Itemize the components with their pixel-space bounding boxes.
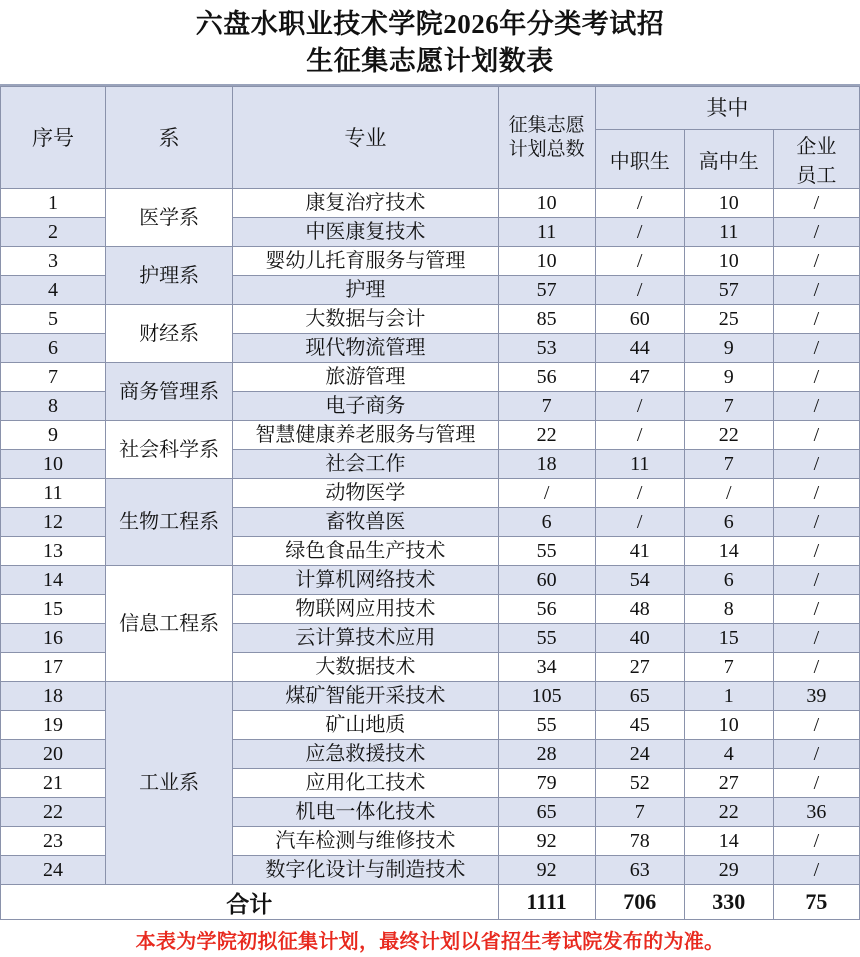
cell-major: 现代物流管理 bbox=[233, 334, 498, 363]
cell-major: 绿色食品生产技术 bbox=[233, 537, 498, 566]
cell-department: 商务管理系 bbox=[106, 363, 233, 421]
cell-highschool: 10 bbox=[684, 711, 773, 740]
cell-highschool: 4 bbox=[684, 740, 773, 769]
cell-index: 7 bbox=[1, 363, 106, 392]
cell-vocational: / bbox=[595, 189, 684, 218]
cell-index: 22 bbox=[1, 798, 106, 827]
cell-major: 云计算技术应用 bbox=[233, 624, 498, 653]
cell-index: 2 bbox=[1, 218, 106, 247]
cell-index: 13 bbox=[1, 537, 106, 566]
cell-enterprise: / bbox=[773, 276, 859, 305]
cell-major: 煤矿智能开采技术 bbox=[233, 682, 498, 711]
cell-department: 护理系 bbox=[106, 247, 233, 305]
cell-index: 11 bbox=[1, 479, 106, 508]
cell-index: 6 bbox=[1, 334, 106, 363]
cell-highschool: 6 bbox=[684, 508, 773, 537]
cell-highschool: 9 bbox=[684, 363, 773, 392]
cell-enterprise: / bbox=[773, 537, 859, 566]
cell-vocational: 78 bbox=[595, 827, 684, 856]
cell-total-plan: 92 bbox=[498, 856, 595, 885]
cell-total-plan: 28 bbox=[498, 740, 595, 769]
cell-index: 12 bbox=[1, 508, 106, 537]
table-row bbox=[1, 421, 860, 450]
cell-vocational: / bbox=[595, 508, 684, 537]
cell-total-plan: 55 bbox=[498, 624, 595, 653]
cell-major: 物联网应用技术 bbox=[233, 595, 498, 624]
column-header-enterprise-line-1: 企业 bbox=[796, 136, 837, 158]
cell-vocational: 40 bbox=[595, 624, 684, 653]
cell-department: 信息工程系 bbox=[106, 566, 233, 682]
cell-total-plan: 79 bbox=[498, 769, 595, 798]
cell-vocational: 41 bbox=[595, 537, 684, 566]
cell-total-plan: 105 bbox=[498, 682, 595, 711]
cell-major: 智慧健康养老服务与管理 bbox=[233, 421, 498, 450]
cell-major: 应急救援技术 bbox=[233, 740, 498, 769]
cell-total-plan: 7 bbox=[498, 392, 595, 421]
table-row bbox=[1, 363, 860, 392]
table-row bbox=[1, 247, 860, 276]
cell-highschool: 7 bbox=[684, 450, 773, 479]
column-header-enterprise bbox=[773, 130, 859, 189]
cell-total-plan: 34 bbox=[498, 653, 595, 682]
column-header-among-which: 其中 bbox=[595, 87, 859, 130]
table-footer bbox=[1, 885, 860, 920]
cell-department: 医学系 bbox=[106, 189, 233, 247]
header-row-1 bbox=[1, 87, 860, 130]
cell-major: 大数据技术 bbox=[233, 653, 498, 682]
cell-highschool: 57 bbox=[684, 276, 773, 305]
cell-major: 电子商务 bbox=[233, 392, 498, 421]
table-row bbox=[1, 682, 860, 711]
cell-enterprise: / bbox=[773, 334, 859, 363]
cell-total-plan: 55 bbox=[498, 711, 595, 740]
cell-enterprise: / bbox=[773, 508, 859, 537]
cell-total-plan: 60 bbox=[498, 566, 595, 595]
cell-enterprise: / bbox=[773, 363, 859, 392]
cell-major: 旅游管理 bbox=[233, 363, 498, 392]
cell-index: 15 bbox=[1, 595, 106, 624]
table-body bbox=[1, 189, 860, 885]
enrollment-plan-table bbox=[0, 86, 860, 920]
total-row bbox=[1, 885, 860, 920]
cell-enterprise: / bbox=[773, 595, 859, 624]
cell-enterprise: 36 bbox=[773, 798, 859, 827]
table-row bbox=[1, 305, 860, 334]
cell-enterprise: / bbox=[773, 450, 859, 479]
cell-index: 24 bbox=[1, 856, 106, 885]
cell-vocational: / bbox=[595, 421, 684, 450]
total-enterprise-sum: 75 bbox=[773, 885, 859, 920]
cell-vocational: / bbox=[595, 392, 684, 421]
cell-highschool: 6 bbox=[684, 566, 773, 595]
cell-index: 4 bbox=[1, 276, 106, 305]
cell-major: 机电一体化技术 bbox=[233, 798, 498, 827]
cell-total-plan: 57 bbox=[498, 276, 595, 305]
cell-vocational: 48 bbox=[595, 595, 684, 624]
cell-highschool: 22 bbox=[684, 798, 773, 827]
cell-major: 畜牧兽医 bbox=[233, 508, 498, 537]
cell-total-plan: 65 bbox=[498, 798, 595, 827]
column-header-enterprise-line-2: 员工 bbox=[796, 165, 837, 187]
cell-enterprise: / bbox=[773, 247, 859, 276]
cell-major: 大数据与会计 bbox=[233, 305, 498, 334]
cell-index: 8 bbox=[1, 392, 106, 421]
cell-highschool: 22 bbox=[684, 421, 773, 450]
cell-enterprise: / bbox=[773, 218, 859, 247]
cell-index: 18 bbox=[1, 682, 106, 711]
cell-total-plan: / bbox=[498, 479, 595, 508]
column-header-highschool: 高中生 bbox=[684, 130, 773, 189]
cell-highschool: 29 bbox=[684, 856, 773, 885]
cell-highschool: 14 bbox=[684, 827, 773, 856]
cell-major: 动物医学 bbox=[233, 479, 498, 508]
cell-index: 20 bbox=[1, 740, 106, 769]
cell-vocational: 54 bbox=[595, 566, 684, 595]
cell-major: 计算机网络技术 bbox=[233, 566, 498, 595]
total-label: 合计 bbox=[1, 885, 499, 920]
cell-department: 财经系 bbox=[106, 305, 233, 363]
page-title-line-1: 六盘水职业技术学院2026年分类考试招 bbox=[195, 9, 665, 39]
cell-highschool: 11 bbox=[684, 218, 773, 247]
cell-index: 5 bbox=[1, 305, 106, 334]
cell-vocational: 65 bbox=[595, 682, 684, 711]
cell-highschool: 10 bbox=[684, 247, 773, 276]
cell-major: 数字化设计与制造技术 bbox=[233, 856, 498, 885]
cell-index: 16 bbox=[1, 624, 106, 653]
cell-total-plan: 56 bbox=[498, 595, 595, 624]
cell-enterprise: / bbox=[773, 305, 859, 334]
cell-enterprise: / bbox=[773, 479, 859, 508]
cell-enterprise: / bbox=[773, 392, 859, 421]
cell-enterprise: / bbox=[773, 566, 859, 595]
cell-total-plan: 85 bbox=[498, 305, 595, 334]
cell-department: 生物工程系 bbox=[106, 479, 233, 566]
cell-enterprise: 39 bbox=[773, 682, 859, 711]
cell-total-plan: 18 bbox=[498, 450, 595, 479]
cell-highschool: 7 bbox=[684, 392, 773, 421]
cell-index: 23 bbox=[1, 827, 106, 856]
cell-vocational: 7 bbox=[595, 798, 684, 827]
cell-vocational: / bbox=[595, 218, 684, 247]
cell-department: 工业系 bbox=[106, 682, 233, 885]
cell-major: 汽车检测与维修技术 bbox=[233, 827, 498, 856]
cell-vocational: 27 bbox=[595, 653, 684, 682]
cell-total-plan: 22 bbox=[498, 421, 595, 450]
cell-enterprise: / bbox=[773, 711, 859, 740]
total-plan-sum: 1111 bbox=[498, 885, 595, 920]
cell-index: 9 bbox=[1, 421, 106, 450]
cell-major: 护理 bbox=[233, 276, 498, 305]
cell-enterprise: / bbox=[773, 624, 859, 653]
cell-vocational: 24 bbox=[595, 740, 684, 769]
cell-enterprise: / bbox=[773, 421, 859, 450]
cell-vocational: 52 bbox=[595, 769, 684, 798]
cell-highschool: 14 bbox=[684, 537, 773, 566]
cell-vocational: 47 bbox=[595, 363, 684, 392]
column-header-index: 序号 bbox=[1, 87, 106, 189]
cell-vocational: 44 bbox=[595, 334, 684, 363]
cell-highschool: 9 bbox=[684, 334, 773, 363]
cell-total-plan: 6 bbox=[498, 508, 595, 537]
table-row bbox=[1, 479, 860, 508]
cell-total-plan: 56 bbox=[498, 363, 595, 392]
cell-vocational: 63 bbox=[595, 856, 684, 885]
cell-index: 14 bbox=[1, 566, 106, 595]
column-header-vocational: 中职生 bbox=[595, 130, 684, 189]
cell-vocational: 60 bbox=[595, 305, 684, 334]
cell-vocational: 45 bbox=[595, 711, 684, 740]
cell-total-plan: 10 bbox=[498, 247, 595, 276]
cell-highschool: 15 bbox=[684, 624, 773, 653]
footer-disclaimer: 本表为学院初拟征集计划，最终计划以省招生考试院发布的为准。 bbox=[135, 931, 725, 953]
cell-department: 社会科学系 bbox=[106, 421, 233, 479]
cell-highschool: 25 bbox=[684, 305, 773, 334]
cell-major: 康复治疗技术 bbox=[233, 189, 498, 218]
cell-enterprise: / bbox=[773, 856, 859, 885]
column-header-total-plan-line-1: 征集志愿 bbox=[508, 114, 585, 136]
cell-total-plan: 53 bbox=[498, 334, 595, 363]
column-header-major: 专业 bbox=[233, 87, 498, 189]
cell-enterprise: / bbox=[773, 653, 859, 682]
cell-index: 3 bbox=[1, 247, 106, 276]
cell-highschool: 10 bbox=[684, 189, 773, 218]
cell-total-plan: 10 bbox=[498, 189, 595, 218]
total-highschool-sum: 330 bbox=[684, 885, 773, 920]
cell-index: 10 bbox=[1, 450, 106, 479]
cell-highschool: 1 bbox=[684, 682, 773, 711]
cell-major: 婴幼儿托育服务与管理 bbox=[233, 247, 498, 276]
cell-total-plan: 11 bbox=[498, 218, 595, 247]
cell-highschool: 27 bbox=[684, 769, 773, 798]
cell-index: 21 bbox=[1, 769, 106, 798]
cell-highschool: 8 bbox=[684, 595, 773, 624]
cell-index: 19 bbox=[1, 711, 106, 740]
cell-enterprise: / bbox=[773, 827, 859, 856]
page-title bbox=[0, 0, 860, 86]
table-row bbox=[1, 189, 860, 218]
cell-vocational: / bbox=[595, 479, 684, 508]
cell-vocational: / bbox=[595, 276, 684, 305]
table-header bbox=[1, 87, 860, 189]
cell-total-plan: 92 bbox=[498, 827, 595, 856]
cell-major: 矿山地质 bbox=[233, 711, 498, 740]
page-title-line-2: 生征集志愿计划数表 bbox=[306, 46, 554, 76]
table-row bbox=[1, 566, 860, 595]
cell-total-plan: 55 bbox=[498, 537, 595, 566]
column-header-total-plan-line-2: 计划总数 bbox=[508, 138, 585, 160]
cell-vocational: / bbox=[595, 247, 684, 276]
cell-highschool: 7 bbox=[684, 653, 773, 682]
cell-major: 中医康复技术 bbox=[233, 218, 498, 247]
cell-major: 社会工作 bbox=[233, 450, 498, 479]
column-header-total-plan bbox=[498, 87, 595, 189]
cell-major: 应用化工技术 bbox=[233, 769, 498, 798]
cell-index: 1 bbox=[1, 189, 106, 218]
cell-index: 17 bbox=[1, 653, 106, 682]
cell-enterprise: / bbox=[773, 740, 859, 769]
cell-vocational: 11 bbox=[595, 450, 684, 479]
cell-enterprise: / bbox=[773, 189, 859, 218]
cell-enterprise: / bbox=[773, 769, 859, 798]
column-header-department: 系 bbox=[106, 87, 233, 189]
cell-highschool: / bbox=[684, 479, 773, 508]
total-vocational-sum: 706 bbox=[595, 885, 684, 920]
